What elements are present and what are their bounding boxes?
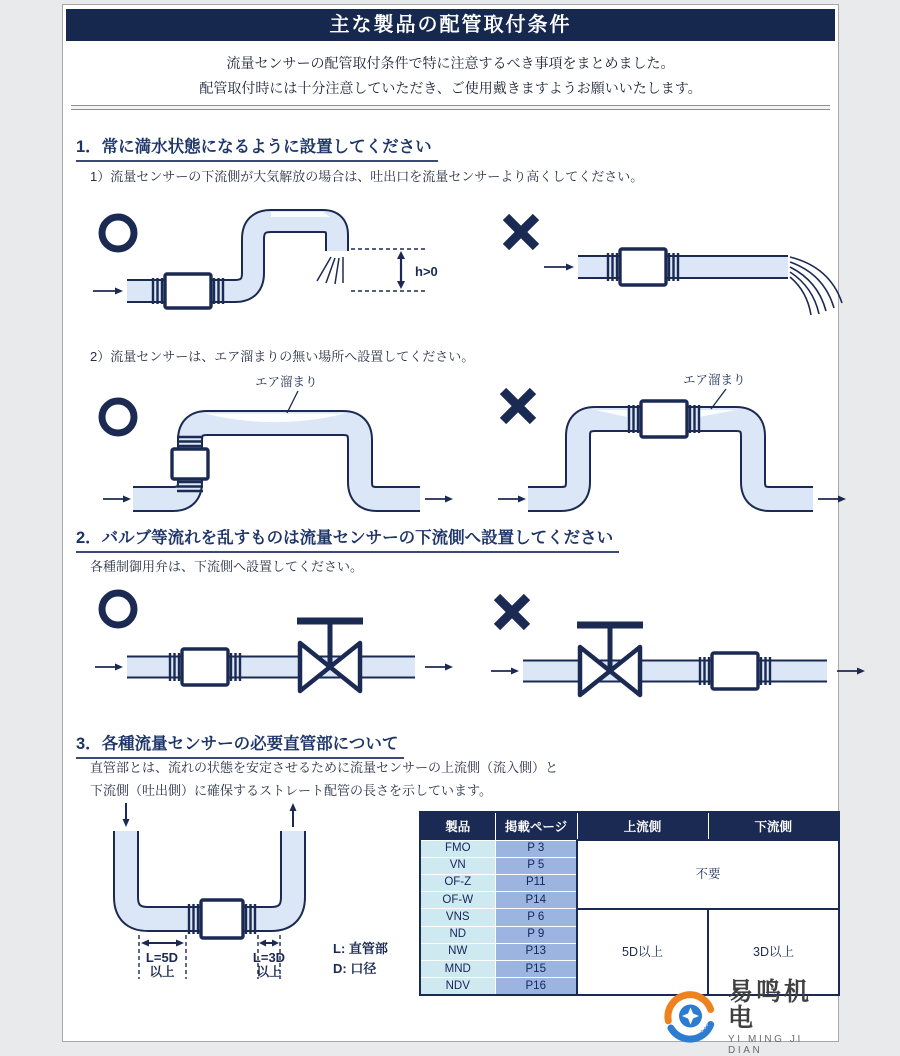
diagram-straight-run (81, 797, 426, 992)
flow-arrow-out (425, 664, 453, 671)
upstream-dimension (139, 935, 186, 979)
dimension-legend (333, 941, 388, 976)
valve-icon (297, 621, 363, 691)
air-pocket-leader-line (287, 391, 298, 413)
diagram-full-pipe-ok (85, 191, 465, 336)
section-2-heading: 2．バルブ等流れを乱すものは流量センサーの下流側へ設置してください (76, 524, 619, 553)
company-logo-text (728, 979, 838, 1056)
legend-l-label: L: 直管部 (333, 941, 388, 956)
flow-sensor-vertical (172, 437, 208, 491)
spray-lines (317, 257, 343, 284)
table-header-page: 掲載ページ (495, 812, 577, 840)
flow-arrow-in (103, 496, 131, 503)
table-cell-product: OF-Z (420, 874, 495, 891)
diagram-valve-ok (85, 579, 475, 714)
air-pocket-label: エア溜まり (683, 373, 746, 387)
table-header-downstream: 下流側 (708, 812, 839, 840)
flow-arrow-in (491, 668, 519, 675)
table-header-upstream: 上流側 (577, 812, 708, 840)
section-1-item-1: 1）流量センサーの下流側が大気解放の場合は、吐出口を流量センサーより高くしてください。 (90, 169, 644, 184)
flow-arrow-in (95, 664, 123, 671)
ng-mark-icon (503, 391, 533, 421)
company-name-en: YI MING JI DIAN (728, 1033, 803, 1056)
intro-line-2: 配管取付時には十分注意していただき、ご使用戴きますようお願いいたします。 (199, 80, 702, 96)
diagram-full-pipe-ng (488, 195, 838, 340)
table-cell-upstream-requirement: 5D以上 (577, 909, 708, 996)
table-cell-page: P11 (495, 874, 577, 891)
table-cell-product: OF-W (420, 892, 495, 909)
flow-arrow-down (123, 803, 130, 827)
table-cell-page: P 5 (495, 857, 577, 874)
ng-mark-icon (506, 217, 536, 247)
diagram-air-pocket-ng (483, 369, 873, 521)
table-cell-page: P 9 (495, 926, 577, 943)
table-header-row (420, 812, 839, 840)
diagram-valve-ng (475, 579, 895, 714)
flow-arrow-in (498, 496, 526, 503)
table-cell-product: NW (420, 943, 495, 960)
table-cell-product: VN (420, 857, 495, 874)
section-2-note: 各種制御用弁は、下流側へ設置してください。 (90, 559, 364, 574)
flow-sensor (629, 401, 699, 437)
legend-d-label: D: 口径 (333, 961, 377, 976)
table-cell-product: MND (420, 961, 495, 978)
l5d-min-label: 以上 (149, 965, 175, 979)
table-cell-page: P14 (495, 892, 577, 909)
downstream-dimension (253, 935, 285, 979)
table-cell-product: NDV (420, 978, 495, 996)
section-1-heading: 1．常に満水状態になるように設置してください (76, 133, 438, 162)
section-3-desc-line-1: 直管部とは、流れの状態を安定させるために流量センサーの上流側（流入側）と (90, 760, 559, 775)
height-dimension-arrow (397, 251, 405, 289)
air-space (271, 212, 330, 217)
ng-mark-icon (497, 597, 527, 627)
flow-sensor (700, 653, 770, 689)
straight-run-table (419, 811, 840, 996)
ok-mark-icon (102, 401, 134, 433)
section-3-desc-line-2: 下流側（吐出側）に確保するストレート配管の長さを示しています。 (90, 783, 492, 798)
h-gt-zero-label: h>0 (415, 264, 438, 279)
flow-sensor (189, 900, 255, 938)
section-3-description (90, 756, 558, 802)
flow-arrow-up (290, 803, 297, 827)
section-3-heading: 3．各種流量センサーの必要直管部について (76, 730, 404, 759)
table-header-product: 製品 (420, 812, 495, 840)
table-cell-product: FMO (420, 840, 495, 857)
flow-sensor (153, 274, 223, 308)
table-cell-page: P13 (495, 943, 577, 960)
table-cell-page: P 6 (495, 909, 577, 926)
flow-arrow-in (93, 288, 123, 295)
flow-sensor (608, 249, 678, 285)
page-title: 主な製品の配管取付条件 (66, 9, 835, 41)
intro-line-1: 流量センサーの配管取付条件で特に注意するべき事項をまとめました。 (226, 55, 675, 71)
table-cell-product: ND (420, 926, 495, 943)
double-rule-divider (71, 105, 830, 110)
diagram-air-pocket-ok (85, 369, 475, 521)
company-logo-icon (661, 988, 719, 1046)
table-row (420, 840, 839, 857)
l5d-label: L=5D (145, 950, 179, 965)
table-row (420, 909, 839, 926)
table-cell-page: P16 (495, 978, 577, 996)
flow-arrow-out (837, 668, 865, 675)
flow-arrow-in (544, 264, 574, 271)
company-logo (661, 979, 838, 1056)
ok-mark-icon (102, 217, 134, 249)
l3d-min-label: 以上 (256, 965, 282, 979)
water-pour-lines (790, 257, 842, 315)
intro-text (63, 51, 838, 101)
valve-icon (577, 625, 643, 695)
table-cell-page: P15 (495, 961, 577, 978)
table-cell-downstream-requirement: 3D以上 (708, 909, 839, 996)
section-1-item-2: 2）流量センサーは、エア溜まりの無い場所へ設置してください。 (90, 349, 475, 364)
table-cell-not-required: 不要 (577, 840, 839, 909)
company-name-cn: 易鸣机电 (728, 978, 813, 1033)
document-card (62, 4, 839, 1056)
air-pocket-label: エア溜まり (255, 375, 318, 389)
table-cell-product: VNS (420, 909, 495, 926)
table-cell-page: P 3 (495, 840, 577, 857)
flow-sensor (170, 649, 240, 685)
flow-arrow-out (425, 496, 453, 503)
flow-arrow-out (818, 496, 846, 503)
ok-mark-icon (102, 593, 134, 625)
l3d-label: L=3D (252, 950, 286, 965)
